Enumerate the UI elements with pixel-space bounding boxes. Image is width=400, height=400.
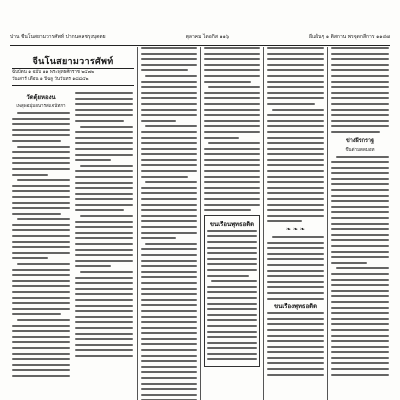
newspaper-title: จีนโนสยามวารศัพท์ <box>32 57 114 66</box>
date-info: วันเสาร์ เดือน ๑ ปีฉลู วันวันทร ๑๘๘๔๒ <box>12 77 89 82</box>
running-head-right: ผีแผ้นๆ ๑ ติสกาน พรจุดกสีการ ๑๑๔๗ <box>309 34 390 40</box>
text-column-2 <box>141 47 197 400</box>
section-heading: ขนเรื่องพุทธอดิด <box>274 303 317 311</box>
text-column-1b <box>75 92 133 400</box>
masthead <box>12 54 134 86</box>
column-divider <box>327 47 328 400</box>
section-subheading: ขึ้นด่ามตดมอท <box>345 147 375 153</box>
text-column-4 <box>267 47 324 400</box>
running-head <box>10 31 390 43</box>
section-subheading: เพลุพอมุ่มอนารสแจนัทกา <box>16 104 66 109</box>
ornament: ❧ ❧ ❧ <box>286 226 305 233</box>
header-rule <box>10 45 390 46</box>
column-divider <box>137 47 138 400</box>
running-head-left: ปาน ชีนโนสยามวารศัพท์ ปากนคลชรุงบุตตย <box>10 34 106 40</box>
column-divider <box>263 47 264 400</box>
text-column-5 <box>331 47 389 400</box>
column-divider <box>200 47 201 400</box>
running-head-center: ตุลาคม ไดอกิส ๑๑๖ <box>185 34 229 40</box>
text-column-1a <box>12 92 70 400</box>
boxed-notice <box>204 215 260 367</box>
section-heading: ขนเรื่อนพุทธอดิด <box>209 220 255 228</box>
section-heading: ข่างฝีรกราฐ <box>345 137 375 144</box>
text-column-3 <box>204 47 260 400</box>
section-heading: วัดตุ้ยหองน <box>26 94 56 101</box>
issue-info: ฉีบบัตน ๑ ฉบับ ๑๑ พระพุทธศักราช ๒๔๗๒ <box>12 70 95 75</box>
